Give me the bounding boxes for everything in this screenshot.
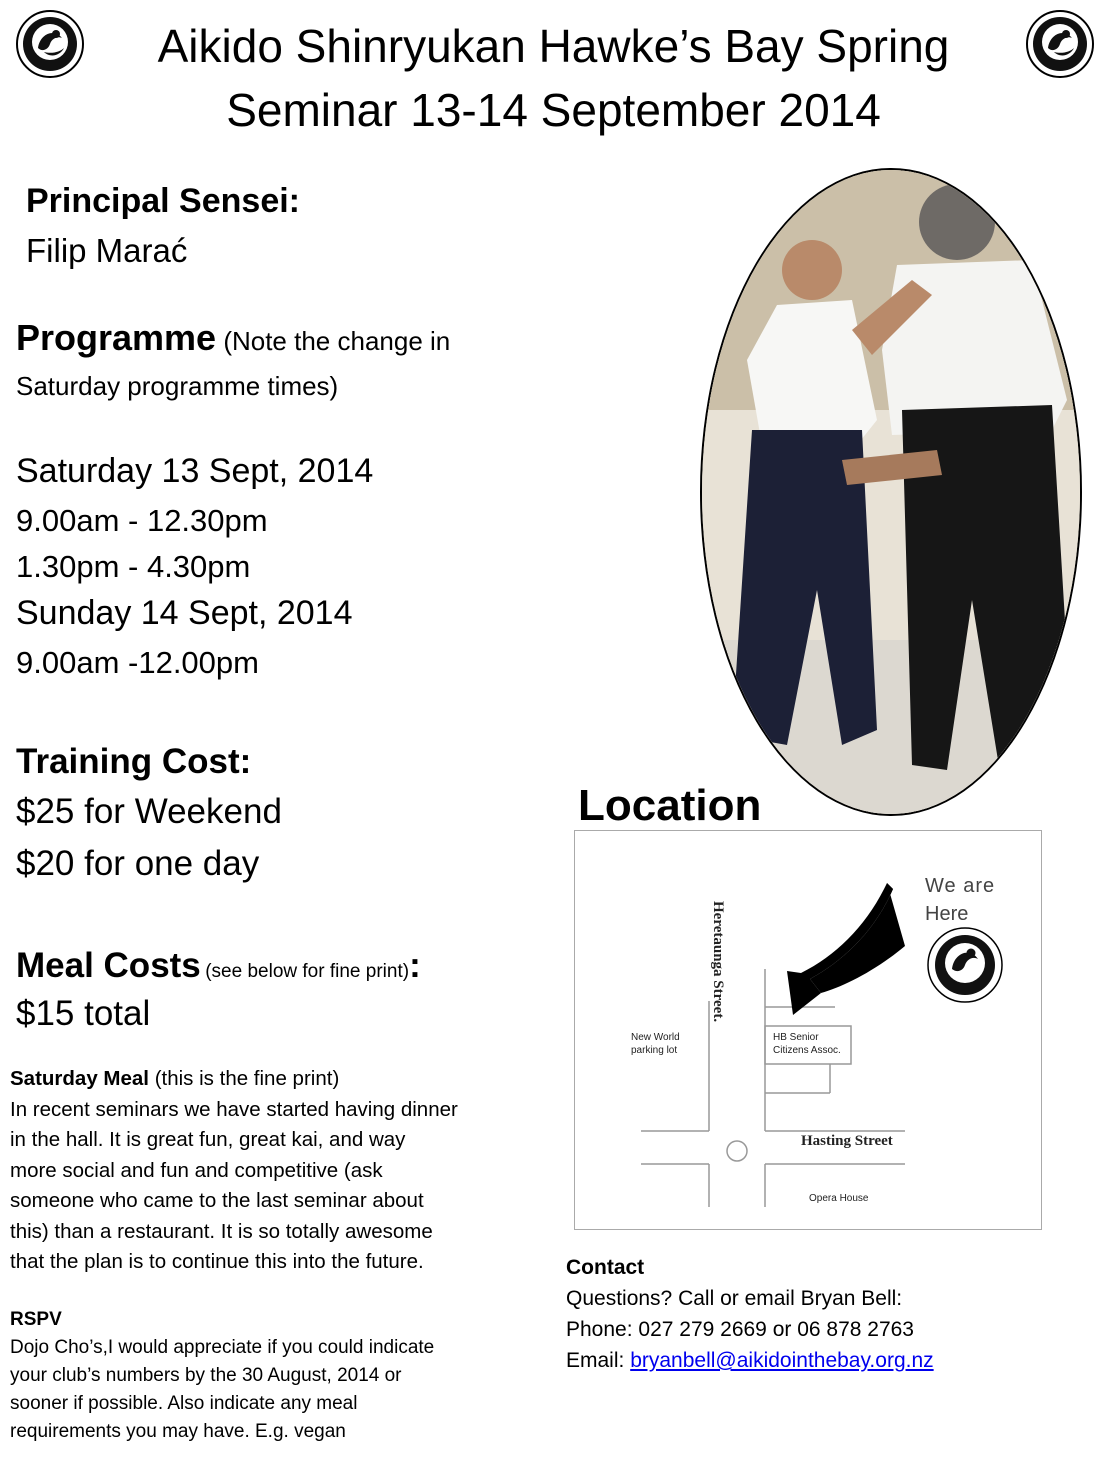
- aikido-photo-illustration: [702, 170, 1080, 814]
- programme-note-line1: (Note the change in: [223, 326, 451, 356]
- saturday-meal-heading: Saturday Meal: [10, 1067, 149, 1090]
- contact-phone: Phone: 027 279 2669 or 06 878 2763: [566, 1318, 914, 1341]
- contact-email-row: [566, 1345, 934, 1376]
- map-venue-line2: Citizens Assoc.: [773, 1045, 841, 1056]
- sunday-label: Sunday 14 Sept, 2014: [16, 594, 353, 632]
- saturday-meal-line: this) than a restaurant. It is so totally awesome: [10, 1219, 433, 1243]
- principal-heading: Principal Sensei:: [26, 182, 300, 220]
- programme-note-line2: Saturday programme times): [16, 371, 339, 401]
- meal-costs-heading: Meal Costs: [16, 946, 201, 985]
- map-hasting-street-label: Hasting Street: [801, 1133, 893, 1149]
- programme-heading: Programme: [16, 317, 217, 358]
- map-club-logo-icon: [928, 928, 1002, 1002]
- location-map: [574, 830, 1042, 1230]
- map-parking-line2: parking lot: [631, 1045, 678, 1056]
- saturday-meal-line: more social and fun and competitive (ask: [10, 1158, 383, 1182]
- contact-line: Questions? Call or email Bryan Bell:: [566, 1287, 903, 1310]
- saturday-meal-line: in the hall. It is great fun, great kai, and way: [10, 1128, 406, 1151]
- contact-block: [566, 1252, 934, 1376]
- rspv-line: sooner if possible. Also indicate any meal: [10, 1393, 358, 1414]
- map-parking-line1: New World: [631, 1032, 680, 1043]
- meal-costs-colon: :: [409, 946, 421, 985]
- map-we-are-label: We are: [925, 875, 996, 897]
- saturday-slot-1: 9.00am - 12.30pm: [16, 503, 268, 538]
- map-venue-label: [773, 1031, 841, 1057]
- aikido-photo: [700, 168, 1082, 816]
- contact-email-link[interactable]: bryanbell@aikidointhebay.org.nz: [630, 1349, 934, 1372]
- saturday-label: Saturday 13 Sept, 2014: [16, 452, 374, 490]
- contact-heading: Contact: [566, 1256, 645, 1279]
- contact-email-label: Email:: [566, 1349, 631, 1372]
- saturday-slot-2: 1.30pm - 4.30pm: [16, 549, 251, 584]
- rspv-line: requirements you may have. E.g. vegan: [10, 1421, 346, 1442]
- page-title: [0, 14, 1107, 142]
- location-heading: Location: [578, 781, 762, 830]
- saturday-meal-line: that the plan is to continue this into the future.: [10, 1250, 424, 1273]
- saturday-meal-block: [10, 1064, 550, 1278]
- saturday-meal-line: someone who came to the last seminar about: [10, 1189, 424, 1212]
- title-line-2: Seminar 13-14 September 2014: [226, 84, 881, 136]
- title-line-1: Aikido Shinryukan Hawke’s Bay Spring: [157, 20, 950, 72]
- rspv-heading: RSPV: [10, 1309, 62, 1330]
- sunday-slot-1: 9.00am -12.00pm: [16, 645, 259, 680]
- meal-costs-heading-block: [16, 942, 421, 997]
- map-opera-house-label: Opera House: [809, 1193, 869, 1204]
- programme-heading-block: [16, 316, 536, 363]
- rspv-line: your club’s numbers by the 30 August, 2014 or: [10, 1365, 402, 1386]
- saturday-meal-line: In recent seminars we have started having dinner: [10, 1097, 458, 1121]
- map-parking-label: [631, 1031, 680, 1057]
- meal-costs-note: (see below for fine print): [205, 961, 410, 982]
- meal-costs-total: $15 total: [16, 994, 151, 1033]
- training-cost-weekend: $25 for Weekend: [16, 792, 282, 831]
- saturday-meal-heading-note: (this is the fine print): [149, 1067, 340, 1090]
- rspv-block: [10, 1306, 550, 1446]
- map-heretaunga-street-label: Heretaunga Street.: [710, 901, 726, 1023]
- rspv-line: Dojo Cho’s,I would appreciate if you could indicate: [10, 1337, 435, 1358]
- map-venue-line1: HB Senior: [773, 1032, 819, 1043]
- training-cost-one-day: $20 for one day: [16, 844, 260, 883]
- principal-name: Filip Marać: [26, 232, 188, 269]
- training-cost-heading: Training Cost:: [16, 742, 252, 781]
- map-here-label: Here: [925, 903, 969, 925]
